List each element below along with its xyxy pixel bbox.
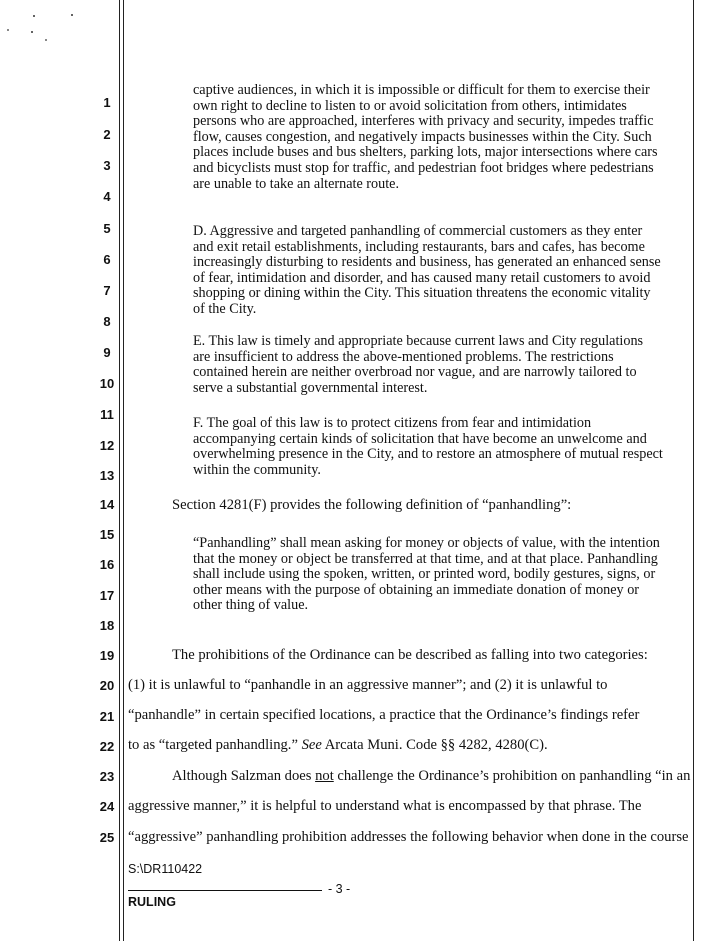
body-text: The prohibitions of the Ordinance can be described as falling into two categories: bbox=[172, 647, 648, 663]
definition-quote-block bbox=[193, 536, 663, 614]
line-number: 12 bbox=[99, 438, 115, 453]
line-number: 8 bbox=[103, 314, 111, 329]
line-number: 25 bbox=[99, 830, 115, 845]
line-number: 7 bbox=[103, 283, 111, 298]
body-line-19 bbox=[128, 647, 688, 664]
line-number: 4 bbox=[103, 189, 111, 204]
body-line-21 bbox=[128, 707, 688, 724]
quote-paragraph: “Panhandling” shall mean asking for money or objects of value, with the intention that the money or object be transferred at that time, and at that place. Panhandling shall include using the spoken, written, or printed word, bodily gestures, signs, or other means with the purpose of obtaining an immediate donation of money or other thing of value. bbox=[193, 535, 660, 614]
line-number: 13 bbox=[99, 468, 115, 483]
body-text: Although Salzman does bbox=[172, 768, 316, 784]
footer-document-id: S:\DR110422 bbox=[128, 862, 203, 876]
quote-paragraph: captive audiences, in which it is impossible or difficult for them to exercise their own right to decline to listen to or avoid solicitation from others, intimidates persons who are approached, interferes with privacy and security, impedes traffic flow, causes congestion, and negatively impacts businesses within the City. Such places include buses and bus shelters, parking lots, major intersections where cars and bicyclists must stop for traffic, and pedestrian foot bridges where pedestrians are unable to take an alternate route. bbox=[193, 82, 658, 192]
line-number: 14 bbox=[99, 497, 115, 512]
footer-page-number: - 3 - bbox=[328, 882, 351, 896]
line-number: 10 bbox=[99, 376, 115, 391]
body-line-23 bbox=[128, 768, 691, 785]
body-text: challenge the Ordinance’s prohibition on panhandling “in an bbox=[333, 768, 691, 784]
line-number: 9 bbox=[103, 345, 111, 360]
see-signal: See bbox=[301, 737, 322, 753]
body-text: Arcata Muni. Code §§ 4282, 4280(C). bbox=[321, 737, 548, 753]
quote-block-e bbox=[193, 334, 663, 396]
body-text: “aggressive” panhandling prohibition addresses the following behavior when done in the course bbox=[128, 829, 689, 845]
body-text: to as “targeted panhandling.” bbox=[128, 737, 302, 753]
section-intro-text: Section 4281(F) provides the following definition of “panhandling”: bbox=[172, 497, 572, 513]
line-number: 17 bbox=[99, 588, 115, 603]
line-number: 1 bbox=[103, 95, 111, 110]
body-text: aggressive manner,” it is helpful to understand what is encompassed by that phrase. The bbox=[128, 798, 642, 814]
body-line-25 bbox=[128, 829, 688, 846]
body-text: “panhandle” in certain specified locations, a practice that the Ordinance’s findings refer bbox=[128, 707, 640, 723]
line-number: 22 bbox=[99, 739, 115, 754]
line-number: 24 bbox=[99, 799, 115, 814]
line-number: 15 bbox=[99, 527, 115, 542]
footer-label: RULING bbox=[128, 895, 176, 909]
quote-block-f bbox=[193, 416, 663, 478]
section-intro-line bbox=[128, 497, 688, 514]
footer-rule bbox=[128, 890, 322, 891]
line-number: 18 bbox=[99, 618, 115, 633]
body-line-24 bbox=[128, 798, 688, 815]
quote-paragraph: E. This law is timely and appropriate because current laws and City regulations are insufficient to address the above-mentioned problems. The restrictions contained herein are neither overbroad nor vague, and are narrowly tailored to serve a substantial governmental interest. bbox=[193, 333, 644, 396]
quote-block-c-continued bbox=[193, 83, 663, 192]
line-number: 20 bbox=[99, 678, 115, 693]
body-line-22 bbox=[128, 737, 688, 754]
line-number: 19 bbox=[99, 648, 115, 663]
body-line-20 bbox=[128, 677, 688, 694]
right-margin-rule bbox=[693, 0, 694, 941]
quote-block-d bbox=[193, 224, 663, 318]
quote-paragraph: D. Aggressive and targeted panhandling of commercial customers as they enter and exit retail establishments, including restaurants, bars and cafes, has become increasingly disturbing to residents and business, has generated an enhanced sense of fear, intimidation and disorder, and has caused many retail customers to avoid shopping or dining within the City. This situation threatens the economic vitality of the City. bbox=[193, 223, 661, 317]
line-number: 23 bbox=[99, 769, 115, 784]
line-number: 5 bbox=[103, 221, 111, 236]
underlined-not: not bbox=[315, 768, 334, 784]
line-number: 11 bbox=[100, 407, 114, 422]
line-number: 6 bbox=[103, 252, 111, 267]
body-text-group bbox=[172, 768, 690, 784]
line-number: 3 bbox=[103, 158, 111, 173]
left-margin-rule-2 bbox=[123, 0, 124, 941]
quote-paragraph: F. The goal of this law is to protect citizens from fear and intimidation accompanying certain kinds of solicitation that have become an unwelcome and overwhelming presence in the City, and to restore an atmosphere of mutual respect within the community. bbox=[193, 415, 663, 478]
scan-specks bbox=[6, 10, 76, 50]
body-text: (1) it is unlawful to “panhandle in an aggressive manner”; and (2) it is unlawful to bbox=[128, 677, 608, 693]
line-number: 21 bbox=[99, 709, 115, 724]
line-number: 2 bbox=[103, 127, 111, 142]
line-number: 16 bbox=[99, 557, 115, 572]
